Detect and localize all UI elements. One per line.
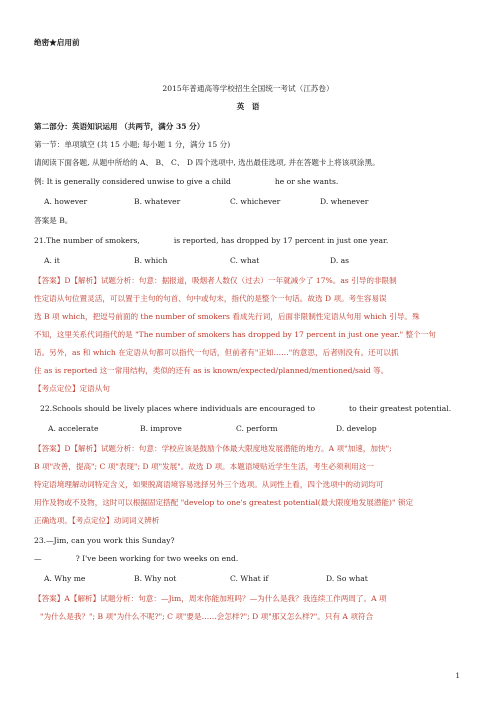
- q23-reply: [34, 554, 238, 564]
- q21-topic: 【考点定位】定语从句: [34, 384, 110, 393]
- q22-option-c: C. perform: [236, 424, 278, 433]
- q21-option-b: B. which: [134, 256, 168, 265]
- q22-stem-prefix: 22.Schools should be lively places where individuals are encouraged to: [40, 404, 316, 413]
- example-option-c: C. whichever: [230, 197, 281, 206]
- q22-analysis-line: 用作及物或不及物，这时可以根据固定搭配 "develop to one's greatest potential(最大限度地发展潜能)" 锁定: [34, 498, 414, 507]
- q21-analysis-line: 选 B 项 which，把逗号前面的 the number of smokers 看成先行词，后面非限制性定语从句用 which 引导。殊: [34, 312, 420, 321]
- example-option-a: A. however: [44, 197, 88, 206]
- q21-option-a: A. it: [44, 256, 60, 265]
- example-answer: 答案是 B。: [34, 216, 73, 225]
- q22-stem-suffix: to their greatest potential.: [349, 404, 452, 413]
- q23-analysis-line: 【答案】A【解析】试题分析：句意：—Jim，周末你能加班吗？—为什么是我？我连续工作两周了。A 项: [34, 594, 387, 603]
- q21-analysis-line: 住 as is reported 这一常用结构，类似的还有 as is known/expected/planned/mentioned/said 等。: [34, 366, 389, 375]
- q22-analysis-line: B 项"改善，提高"; C 项"表现"; D 项"发展"。故选 D 项。本题语境贴近学生生活，考生必须利用这一: [34, 462, 374, 471]
- q23-option-d: D. So what: [326, 574, 368, 583]
- q21-analysis-line: 不知，这里关系代词指代的是 "The number of smokers has dropped by 17 percent in just one year." 整个一句: [34, 330, 436, 339]
- secret-label: 绝密★启用前: [34, 38, 80, 47]
- q21-analysis-line: 话。另外，as 和 which 在定语从句都可以指代一句话，但前者有"正如……"的意思，后者则没有。还可以抓: [34, 348, 399, 357]
- example-option-d: D. whenever: [320, 197, 369, 206]
- q22-option-d: D. develop: [336, 424, 377, 433]
- subject-title: 英 语: [236, 102, 260, 111]
- q23-option-c: C. What if: [230, 574, 269, 583]
- q21-stem-prefix: 21.The number of smokers,: [34, 236, 140, 245]
- q22-option-a: A. accelerate: [48, 424, 99, 433]
- q21-option-c: C. what: [230, 256, 260, 265]
- q21-analysis-line: 【答案】D【解析】试题分析：句意：据报道，吸烟者人数仅（过去）一年就减少了 17%。as 引导的非限制: [34, 276, 397, 285]
- q21-analysis-line: 性定语从句位置灵活，可以置于主句的句首、句中或句末，指代的是整个一句话。故选 D 项。考生容易误: [34, 294, 387, 303]
- q23-reply-suffix: ? I've been working for two weeks on end.: [75, 554, 239, 563]
- example-stem: [34, 177, 338, 187]
- exam-title: 2015年普通高等学校招生全国统一考试（江苏卷）: [162, 84, 334, 93]
- sub-title: 第一节：单项填空 (共 15 小题; 每小题 1 分，满分 15 分): [34, 140, 231, 149]
- q22-analysis-line: 【答案】D【解析】试题分析：句意：学校应该是鼓励个体最大限度地发展潜能的地方。A 项"加速，加快";: [34, 444, 392, 453]
- example-option-b: B. whatever: [134, 197, 181, 206]
- example-prefix: 例: It is generally considered unwise to give a child: [34, 177, 231, 186]
- q23-option-b: B. Why not: [134, 574, 177, 583]
- q21-stem-suffix: is reported, has dropped by 17 percent in just one year.: [173, 236, 389, 245]
- q23-option-a: A. Why me: [44, 574, 86, 583]
- q23-reply-prefix: —: [34, 554, 42, 563]
- q22-option-b: B. improve: [140, 424, 182, 433]
- q21-stem: [34, 236, 388, 246]
- q22-analysis-line: 正确选项。【考点定位】动词词义辨析: [34, 516, 160, 525]
- instructions: 请阅读下面各题, 从题中所给的 A、 B、 C、 D 四个选项中, 选出最佳选项, 并在答题卡上将该项涂黑。: [34, 158, 380, 167]
- q22-stem: [40, 404, 451, 414]
- q21-option-d: D. as: [330, 256, 350, 265]
- example-suffix: he or she wants.: [274, 177, 339, 186]
- q23-analysis-line: "为什么是我？"; B 项"为什么不呢?"; C 项"要是……会怎样?"; D 项"那又怎么样?"。只有 A 项符合: [40, 612, 374, 621]
- part-title: 第二部分：英语知识运用 （共两节，满分 35 分）: [34, 122, 205, 131]
- q23-stem: 23.—Jim, can you work this Sunday?: [34, 536, 175, 545]
- page-number: 1: [455, 672, 460, 680]
- q22-analysis-line: 特定语境理解动词特定含义，如果脱离语境容易选择另外三个选项。从词性上看，四个选项中的动词均可: [34, 480, 384, 489]
